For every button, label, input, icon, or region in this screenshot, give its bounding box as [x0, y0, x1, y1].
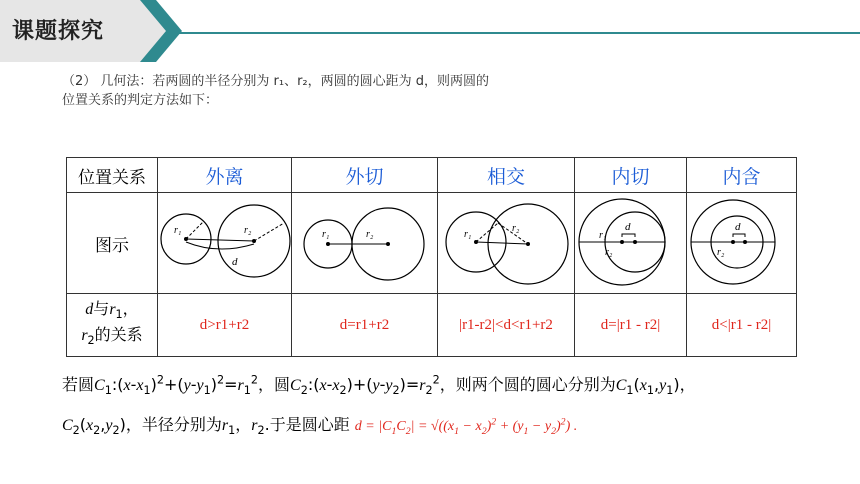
svg-text:r₂: r₂	[605, 247, 613, 258]
figure-separate	[158, 193, 292, 294]
header-bar	[0, 0, 860, 62]
formula-contain: d<|r1 - r2|	[687, 294, 797, 357]
svg-text:r₂: r₂	[717, 247, 725, 258]
contained-circles-icon	[687, 193, 796, 289]
col-header-4: 内含	[687, 158, 797, 193]
svg-text:r₁: r₁	[599, 230, 607, 241]
row-header-relation: d与$r_1$， $r_2$的关系	[67, 294, 158, 357]
internal-tangent-circles-icon	[575, 193, 686, 289]
bottom-line-2: $C_2(x_2,y_2)$，半径分别为$r_1$，$r_2$.于是圆心距 $d = |C_1C_2| = √((x_1 - x_2)^2 + (y_1 - y_2)^2)$ .	[62, 415, 578, 438]
table-figure-row	[67, 193, 797, 294]
intro-line-2: 位置关系的判定方法如下：	[62, 93, 219, 108]
page-title: 课题探究	[12, 19, 105, 44]
bottom-line-1: 若圆$C_1:(x-x_1)^2+(y-y_1)^2=r_1^2$，圆$C_2:(x-x_2)+(y-y_2)=r_2^2$，则两个圆的圆心分别为$C_1(x_1,y_1)$，	[62, 373, 696, 398]
external-tangent-circles-icon	[292, 193, 437, 289]
table-formula-row	[67, 294, 797, 357]
svg-text:r₁: r₁	[464, 229, 472, 240]
distance-formula: $d = |C_1C_2| = √((x_1 - x_2)^2 + (y_1 - y_2)^2)$ .	[354, 416, 578, 437]
separate-circles-icon	[158, 193, 291, 289]
figure-tangent-internal	[575, 193, 687, 294]
col-header-2: 相交	[438, 158, 575, 193]
formula-separate: d>r1+r2	[158, 294, 292, 357]
figure-intersect	[438, 193, 575, 294]
svg-text:r₂: r₂	[512, 223, 520, 234]
svg-text:r₁: r₁	[174, 225, 182, 236]
formula-tangent-internal: d=|r1 - r2|	[575, 294, 687, 357]
row-header-position: 位置关系	[67, 158, 158, 193]
intro-line-1: （2） 几何法：若两圆的半径分别为 r₁、r₂，两圆的圆心距为 d，则两圆的	[62, 74, 490, 89]
svg-text:r₁: r₁	[322, 229, 330, 240]
svg-text:d: d	[625, 221, 631, 233]
col-header-3: 内切	[575, 158, 687, 193]
header-banner-icon	[0, 0, 860, 62]
svg-text:r₂: r₂	[366, 229, 374, 240]
table-header-row	[67, 158, 797, 193]
svg-text:r₂: r₂	[244, 225, 252, 236]
formula-intersect: |r1-r2|<d<r1+r2	[438, 294, 575, 357]
intersecting-circles-icon	[438, 193, 574, 289]
relation-table	[66, 157, 797, 357]
svg-text:d: d	[735, 221, 741, 233]
figure-contain	[687, 193, 797, 294]
svg-text:d: d	[232, 256, 238, 268]
col-header-1: 外切	[292, 158, 438, 193]
intro-text	[62, 72, 822, 110]
row-header-figure: 图示	[67, 193, 158, 294]
figure-tangent-external	[292, 193, 438, 294]
formula-tangent-external: d=r1+r2	[292, 294, 438, 357]
col-header-0: 外离	[158, 158, 292, 193]
